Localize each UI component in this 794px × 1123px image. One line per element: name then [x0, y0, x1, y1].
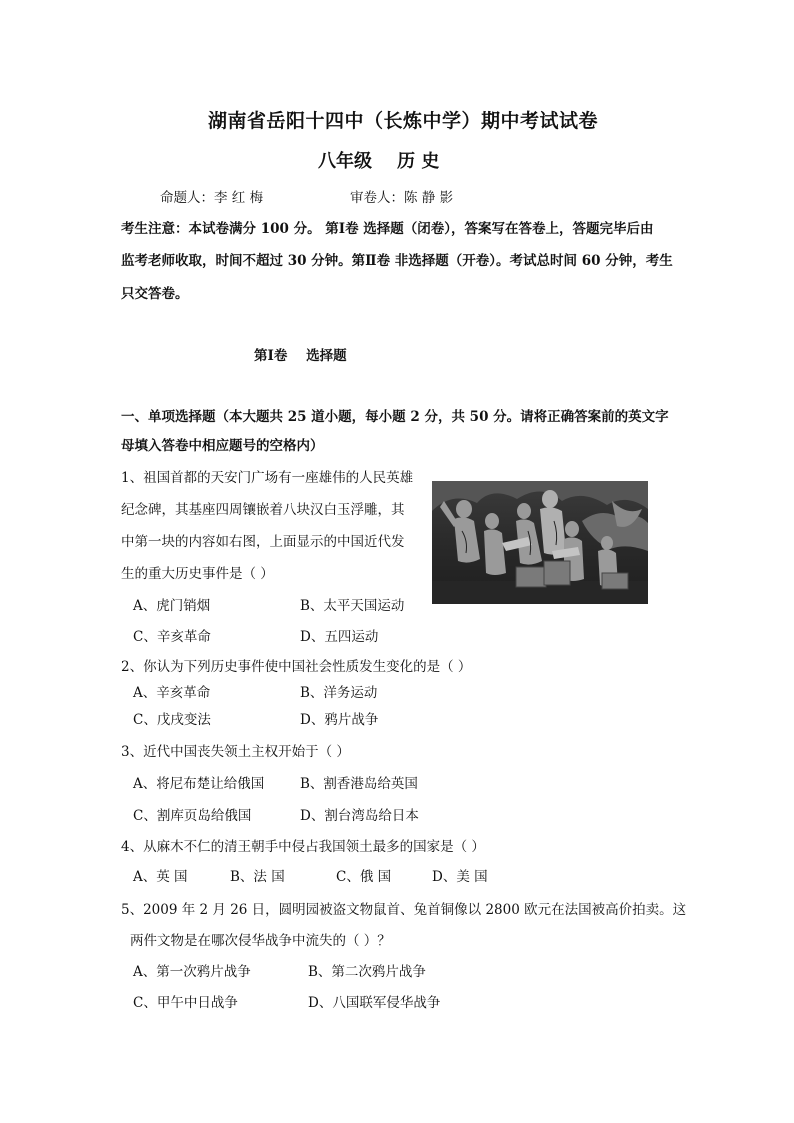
q2-option-b: B、洋务运动 [300, 685, 378, 701]
monument-relief-image [432, 481, 648, 604]
q4-option-c: C、俄 国 [336, 869, 392, 885]
q3-option-a: A、将尼布楚让给俄国 [133, 776, 265, 792]
part1-instructions-line-1: 一、单项选择题（本大题共 25 道小题，每小题 2 分，共 50 分。请将正确答案前的英文字 [121, 409, 669, 425]
q1-option-a: A、虎门销烟 [133, 598, 211, 614]
q3-option-d: D、割台湾岛给日本 [300, 808, 419, 824]
exam-subtitle: 八年级 历 史 [318, 151, 440, 172]
part1-instructions-line-2: 母填入答卷中相应题号的空格内） [121, 438, 324, 454]
q4-option-a: A、英 国 [133, 869, 188, 885]
q5-option-a: A、第一次鸦片战争 [133, 964, 251, 980]
question-reviewer: 审卷人：陈 静 影 [350, 190, 454, 206]
q1-text-line-3: 中第一块的内容如右图，上面显示的中国近代发 [121, 534, 405, 550]
notice-line-2: 监考老师收取，时间不超过 30 分钟。第Ⅱ卷 非选择题（开卷）。考试总时间 60 分钟，考生 [121, 253, 673, 269]
q4-option-b: B、法 国 [230, 869, 285, 885]
exam-title: 湖南省岳阳十四中（长炼中学）期中考试试卷 [208, 110, 599, 132]
q1-text-line-1: 1、祖国首都的天安门广场有一座雄伟的人民英雄 [121, 470, 414, 486]
q1-text-line-2: 纪念碑，其基座四周镶嵌着八块汉白玉浮雕，其 [121, 502, 405, 518]
q1-text-line-4: 生的重大历史事件是（ ） [121, 566, 274, 582]
q1-option-d: D、五四运动 [300, 629, 379, 645]
q5-option-d: D、八国联军侵华战争 [308, 995, 441, 1011]
q2-option-d: D、鸦片战争 [300, 712, 379, 728]
notice-line-1: 考生注意：本试卷满分 100 分。 第Ⅰ卷 选择题（闭卷），答案写在答卷上，答题完毕后由 [121, 221, 654, 237]
notice-line-3: 只交答卷。 [121, 286, 189, 302]
q5-text-line-1: 5、2009 年 2 月 26 日，圆明园被盗文物鼠首、兔首铜像以 2800 欧元在法国被高价拍卖。这 [121, 902, 687, 918]
q4-option-d: D、美 国 [432, 869, 488, 885]
q5-option-b: B、第二次鸦片战争 [308, 964, 426, 980]
question-setter: 命题人：李 红 梅 [160, 190, 264, 206]
q2-option-c: C、戊戌变法 [133, 712, 211, 728]
q1-option-c: C、辛亥革命 [133, 629, 211, 645]
section-title: 第Ⅰ卷 选择题 [254, 348, 347, 364]
q3-text: 3、近代中国丧失领土主权开始于（ ） [121, 744, 350, 760]
q2-option-a: A、辛亥革命 [133, 685, 211, 701]
q4-text: 4、从麻木不仁的清王朝手中侵占我国领土最多的国家是（ ） [121, 839, 485, 855]
q3-option-c: C、割库页岛给俄国 [133, 808, 252, 824]
q1-option-b: B、太平天国运动 [300, 598, 405, 614]
q2-text: 2、你认为下列历史事件使中国社会性质发生变化的是（ ） [121, 659, 472, 675]
q5-option-c: C、甲午中日战争 [133, 995, 238, 1011]
q5-text-line-2: 两件文物是在哪次侵华战争中流失的（ ）？ [130, 933, 391, 949]
q3-option-b: B、割香港岛给英国 [300, 776, 418, 792]
